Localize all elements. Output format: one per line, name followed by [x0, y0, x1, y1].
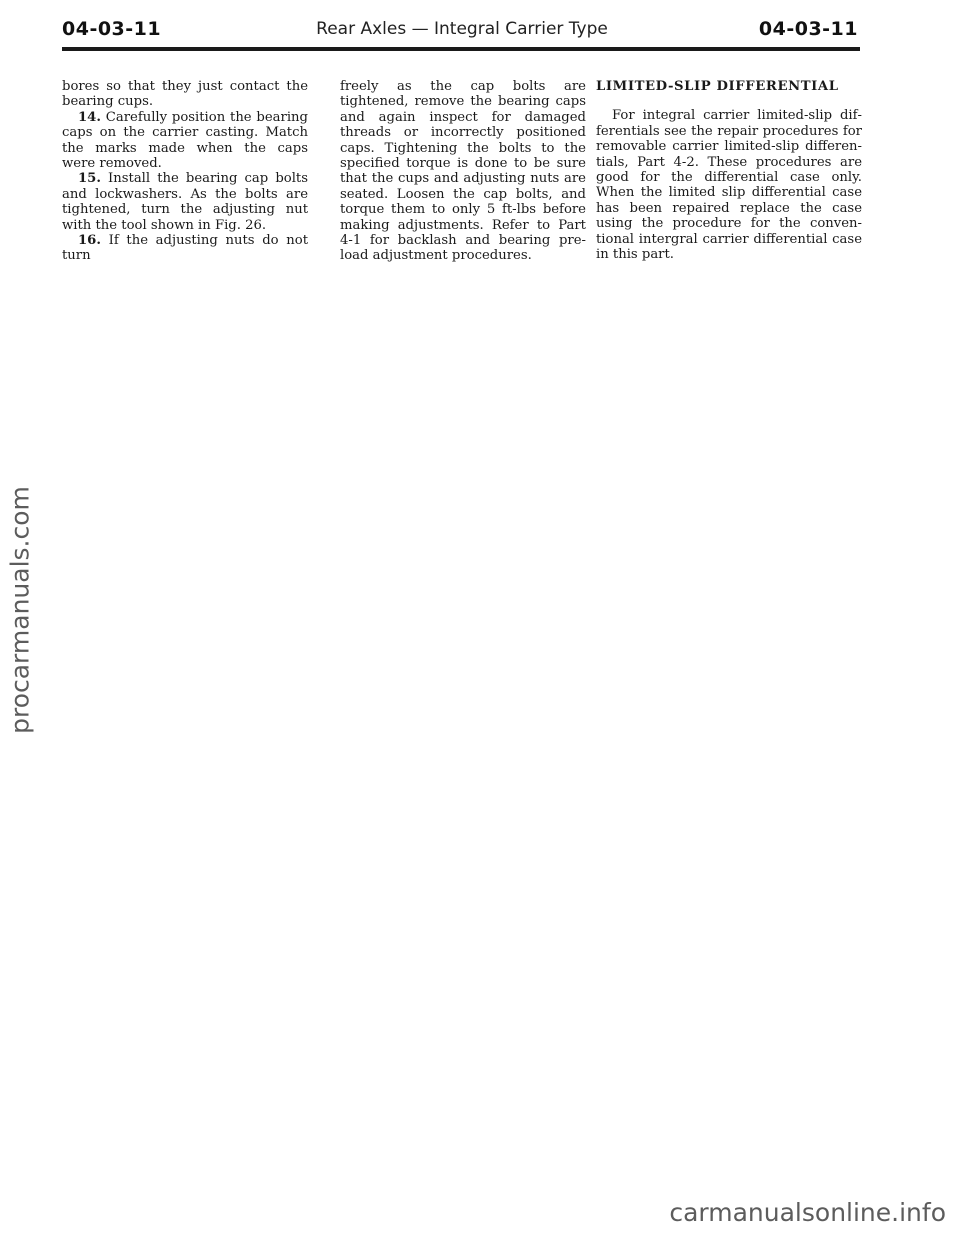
header-rule [62, 47, 860, 51]
page-title: Rear Axles — Integral Carrier Type [316, 19, 608, 39]
step-15-number: 15. [78, 171, 101, 187]
text-column-1 [62, 79, 308, 264]
step-16-text: If the adjusting nuts do not turn [62, 233, 308, 264]
step-14 [62, 110, 308, 172]
paragraph-bores: bores so that they just contact the bearing cups. [62, 79, 308, 110]
paragraph-cap-bolts: freely as the cap bolts are tightened, remove the bearing caps and again inspect for damaged threads or incorrectly positioned caps. Tightening the bolts to the specified torque is done to be sure that the cups and adjusting nuts are seated. Loosen the cap bolts, and torque them to only 5 ft-lbs before making adjustments. Refer to Part 4-1 for backlash and bearing preload adjustment procedures. [340, 79, 586, 264]
page-code-left: 04-03-11 [62, 18, 162, 40]
watermark-procarmanuals-text: procarmanuals.com [5, 486, 35, 734]
watermark-carmanualsonline: carmanualsonline.info [669, 1198, 946, 1227]
step-16-number: 16. [78, 233, 101, 249]
paragraph-limited-slip: For integral carrier limited-slip differentials see the repair procedures for removable carrier limited-slip differentials, Part 4-2. These procedures are good for the differential case only. When the limited slip differential case has been repaired replace the case using the procedure for the conventional intergral carrier differential case in this part. [596, 108, 862, 263]
step-14-number: 14. [78, 109, 101, 125]
page-header [62, 16, 862, 46]
text-column-2 [340, 79, 586, 264]
step-15-text: Install the bearing cap bolts and lockwashers. As the bolts are tightened, turn the adjusting nut with the tool shown in Fig. 26. [62, 171, 308, 233]
watermark-procarmanuals [0, 400, 40, 820]
section-heading-limited-slip: LIMITED-SLIP DIFFERENTIAL [596, 79, 839, 94]
page-code-right: 04-03-11 [758, 18, 858, 40]
step-14-text: Carefully position the bearing caps on the carrier casting. Match the marks made when the caps were removed. [62, 109, 308, 172]
step-16 [62, 233, 308, 264]
step-15 [62, 171, 308, 233]
text-column-3 [596, 79, 862, 262]
